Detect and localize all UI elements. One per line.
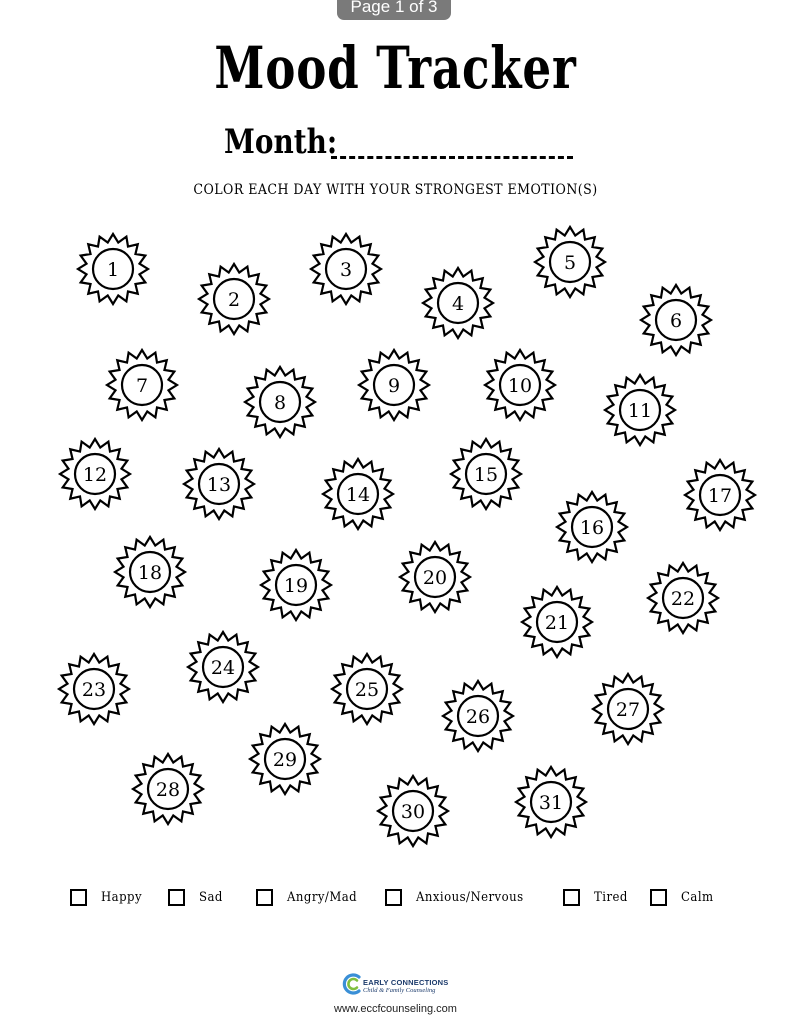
day-number: 16 <box>579 517 605 539</box>
sun-day-8[interactable] <box>245 367 315 437</box>
sun-day-24[interactable] <box>188 632 258 702</box>
sun-day-18[interactable] <box>115 537 185 607</box>
sun-day-17[interactable] <box>685 460 755 530</box>
day-number: 6 <box>669 310 683 332</box>
legend-item-tired[interactable] <box>563 885 632 909</box>
sun-day-14[interactable] <box>323 459 393 529</box>
tired-checkbox[interactable] <box>563 889 580 906</box>
sun-day-15[interactable] <box>451 439 521 509</box>
day-number: 2 <box>227 289 241 311</box>
early-connections-logo <box>341 972 461 998</box>
sun-day-23[interactable] <box>59 654 129 724</box>
emotion-legend <box>0 885 791 909</box>
sun-day-1[interactable] <box>78 234 148 304</box>
day-number: 21 <box>544 612 570 634</box>
month-label: Month: <box>224 122 338 162</box>
instructions-text: COLOR EACH DAY WITH YOUR STRONGEST EMOTION(S) <box>193 182 598 198</box>
day-number: 8 <box>273 392 287 414</box>
day-number: 20 <box>422 567 448 589</box>
day-number: 30 <box>400 801 426 823</box>
day-number: 17 <box>707 485 733 507</box>
day-number: 7 <box>135 375 149 397</box>
day-number: 23 <box>81 679 107 701</box>
sun-day-12[interactable] <box>60 439 130 509</box>
sun-day-26[interactable] <box>443 681 513 751</box>
day-number: 1 <box>106 259 120 281</box>
sun-day-21[interactable] <box>522 587 592 657</box>
day-number: 26 <box>465 706 491 728</box>
day-number: 18 <box>137 562 163 584</box>
legend-item-happy[interactable] <box>70 885 147 909</box>
day-number: 24 <box>210 657 236 679</box>
day-number: 11 <box>627 400 653 422</box>
day-number: 5 <box>563 252 577 274</box>
sun-day-20[interactable] <box>400 542 470 612</box>
calm-checkbox[interactable] <box>650 889 667 906</box>
logo-mark-icon <box>341 972 365 996</box>
sun-day-16[interactable] <box>557 492 627 562</box>
sad-checkbox[interactable] <box>168 889 185 906</box>
happy-checkbox[interactable] <box>70 889 87 906</box>
legend-item-sad[interactable] <box>168 885 225 909</box>
legend-item-calm[interactable] <box>650 885 717 909</box>
logo-name: EARLY CONNECTIONS <box>363 978 449 987</box>
sun-day-28[interactable] <box>133 754 203 824</box>
day-number: 22 <box>670 588 696 610</box>
legend-label: Tired <box>594 889 628 905</box>
day-number: 10 <box>507 375 533 397</box>
page-title: Mood Tracker <box>214 34 577 102</box>
sun-day-22[interactable] <box>648 563 718 633</box>
sun-day-2[interactable] <box>199 264 269 334</box>
legend-label: Calm <box>681 889 714 905</box>
legend-label: Anxious/Nervous <box>416 889 524 905</box>
day-number: 4 <box>451 293 465 315</box>
day-number: 14 <box>345 484 371 506</box>
day-number: 29 <box>272 749 298 771</box>
sun-day-4[interactable] <box>423 268 493 338</box>
sun-day-5[interactable] <box>535 227 605 297</box>
page-indicator: Page 1 of 3 <box>337 0 451 20</box>
day-number: 12 <box>82 464 108 486</box>
day-number: 9 <box>387 375 401 397</box>
day-number: 25 <box>354 679 380 701</box>
sun-day-9[interactable] <box>359 350 429 420</box>
sun-day-6[interactable] <box>641 285 711 355</box>
day-number: 31 <box>538 792 564 814</box>
sun-day-29[interactable] <box>250 724 320 794</box>
day-number: 15 <box>473 464 499 486</box>
sun-day-30[interactable] <box>378 776 448 846</box>
legend-label: Angry/Mad <box>287 889 358 905</box>
day-number: 27 <box>615 699 641 721</box>
anxious-nervous-checkbox[interactable] <box>385 889 402 906</box>
sun-day-19[interactable] <box>261 550 331 620</box>
day-number: 19 <box>283 575 309 597</box>
day-number: 28 <box>155 779 181 801</box>
legend-label: Sad <box>199 889 223 905</box>
footer-url[interactable]: www.eccfcounseling.com <box>334 1003 457 1015</box>
angry-mad-checkbox[interactable] <box>256 889 273 906</box>
legend-item-anxious-nervous[interactable] <box>385 885 536 909</box>
logo-subtitle: Child & Family Counseling <box>363 987 436 994</box>
day-number: 3 <box>339 259 353 281</box>
legend-label: Happy <box>101 889 143 905</box>
sun-day-13[interactable] <box>184 449 254 519</box>
sun-day-10[interactable] <box>485 350 555 420</box>
sun-day-3[interactable] <box>311 234 381 304</box>
sun-day-7[interactable] <box>107 350 177 420</box>
sun-day-25[interactable] <box>332 654 402 724</box>
legend-item-angry-mad[interactable] <box>256 885 365 909</box>
day-number: 13 <box>206 474 232 496</box>
sun-day-31[interactable] <box>516 767 586 837</box>
sun-day-27[interactable] <box>593 674 663 744</box>
sun-day-11[interactable] <box>605 375 675 445</box>
